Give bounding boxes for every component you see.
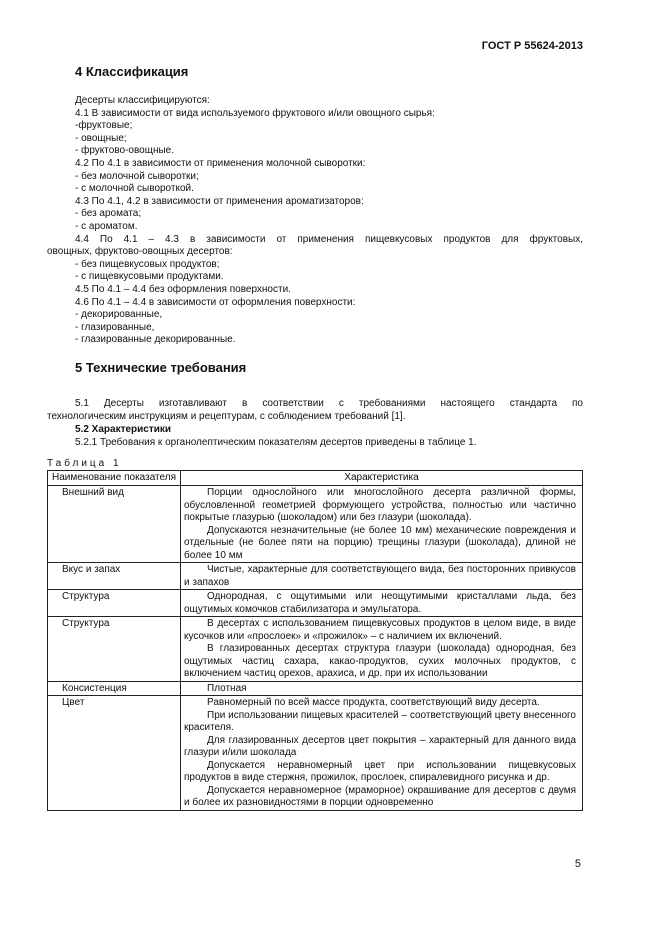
- characteristic-paragraph: Однородная, с ощутимыми или неощутимыми кристаллами льда, без ощутимых комочков стабилизатора и эмульгатора.: [184, 591, 576, 615]
- paragraph-5-1-line: 5.1 Десерты изготавливают в соответствии с требованиями настоящего стандарта по: [75, 398, 583, 409]
- characteristic-cell: [181, 696, 583, 811]
- paragraph-4-4-line: 4.4 По 4.1 – 4.3 в зависимости от применения пищевкусовых продуктов для фруктовых,: [75, 233, 583, 245]
- section-5-technical-requirements: [47, 360, 583, 811]
- classification-list: [47, 95, 583, 347]
- section-4-title: 4 Классификация: [75, 64, 189, 79]
- list-line: Десерты классифицируются:: [75, 95, 210, 106]
- characteristic-paragraph: Допускается неравномерный цвет при использовании пищевкусовых продуктов в виде стержня, прожилок, прослоек, спиралевидного рисунка и др.: [184, 759, 576, 783]
- table-caption: Таблица 1: [47, 458, 122, 469]
- table-row: [48, 590, 583, 617]
- indicator-name: Консистенция: [48, 681, 181, 696]
- header-indicator: Наименование показателя: [48, 471, 181, 486]
- characteristic-paragraph: Порции однослойного или многослойного десерта различной формы, обусловленной геометрией формующего устройства, полностью или частично покрытые глазурью (шоколадом) или без глазури (шоколада).: [184, 487, 576, 523]
- paragraph-5-1-line: технологическим инструкциям и рецептурам, с соблюдением требований [1].: [47, 411, 406, 422]
- characteristic-paragraph: Равномерный по всей массе продукта, соответствующий виду десерта.: [207, 697, 540, 708]
- characteristic-paragraph: Чистые, характерные для соответствующего вида, без посторонних привкусов и запахов: [184, 564, 576, 588]
- list-line: - глазированные,: [75, 321, 155, 333]
- characteristic-paragraph: Для глазированных десертов цвет покрытия – характерный для данного вида глазури и/или шоколада: [184, 734, 576, 758]
- characteristic-cell: [181, 617, 583, 682]
- characteristic-paragraph: В глазированных десертах структура глазури (шоколада) однородная, без ощутимых частиц сахара, какао-продуктов, сухих молочных продуктов, с включением частиц орехов, арахиса, и др. при их использовании: [184, 643, 576, 679]
- section-5-title: 5 Технические требования: [75, 360, 247, 375]
- organoleptic-table: [47, 470, 583, 811]
- characteristic-paragraph: Допускаются незначительные (не более 10 мм) механические повреждения и отдельные (не более пяти на порцию) трещины глазури (шоколада), длиной не более 10 мм: [184, 524, 576, 561]
- characteristic-paragraph: В десертах с использованием пищевкусовых продуктов в целом виде, в виде кусочков или «прослоек» и «прожилок» – с наличием их включений.: [184, 618, 576, 642]
- list-line: -фруктовые;: [75, 120, 133, 132]
- characteristic-cell: [181, 681, 583, 696]
- list-line: - глазированные декорированные.: [75, 334, 236, 346]
- characteristic-paragraph: Допускается неравномерное (мраморное) окрашивание для десертов с двумя и более их разновидностями в порции одновременно: [184, 784, 576, 808]
- section-4-classification: [47, 64, 583, 347]
- characteristic-paragraph: При использовании пищевых красителей – соответствующий цвету внесенного красителя.: [184, 709, 576, 733]
- list-line: - без молочной сыворотки;: [75, 170, 199, 182]
- table-row: [48, 696, 583, 811]
- list-line: 4.1 В зависимости от вида используемого фруктового и/или овощного сырья:: [75, 107, 435, 119]
- characteristic-paragraph: Плотная: [207, 682, 247, 694]
- list-line: - декорированные,: [75, 309, 163, 321]
- indicator-name: Цвет: [48, 696, 181, 811]
- characteristic-cell: [181, 563, 583, 590]
- page-number: 5: [574, 858, 581, 870]
- list-line: 4.3 По 4.1, 4.2 в зависимости от применения ароматизаторов:: [75, 195, 364, 207]
- list-line: 4.5 По 4.1 – 4.4 без оформления поверхности.: [75, 283, 291, 295]
- list-line: - с ароматом.: [75, 220, 138, 232]
- paragraph-5-2-1: 5.2.1 Требования к органолептическим показателям десертов приведены в таблице 1.: [75, 437, 477, 448]
- list-line: - без пищевкусовых продуктов;: [75, 258, 220, 270]
- indicator-name: Структура: [48, 590, 181, 617]
- table-header-row: [48, 471, 583, 486]
- characteristic-cell: [181, 486, 583, 563]
- table-row: [48, 486, 583, 563]
- paragraph-5-2-heading: 5.2 Характеристики: [75, 424, 172, 435]
- standard-code: ГОСТ Р 55624-2013: [481, 40, 583, 52]
- list-line: - без аромата;: [75, 208, 142, 220]
- characteristic-cell: [181, 590, 583, 617]
- header-characteristic: Характеристика: [181, 471, 583, 486]
- table-row: [48, 681, 583, 696]
- table-row: [48, 617, 583, 682]
- indicator-name: Внешний вид: [48, 486, 181, 563]
- indicator-name: Вкус и запах: [48, 563, 181, 590]
- paragraph-4-4-line: овощных, фруктово-овощных десертов:: [47, 246, 233, 258]
- list-line: 4.6 По 4.1 – 4.4 в зависимости от оформления поверхности:: [75, 296, 356, 308]
- list-line: - овощные;: [75, 132, 127, 144]
- indicator-name: Структура: [48, 617, 181, 682]
- list-line: - с молочной сывороткой.: [75, 183, 194, 195]
- table-row: [48, 563, 583, 590]
- list-line: - фруктово-овощные.: [75, 145, 174, 157]
- list-line: 4.2 По 4.1 в зависимости от применения молочной сыворотки:: [75, 157, 366, 169]
- list-line: - с пищевкусовыми продуктами.: [75, 271, 224, 283]
